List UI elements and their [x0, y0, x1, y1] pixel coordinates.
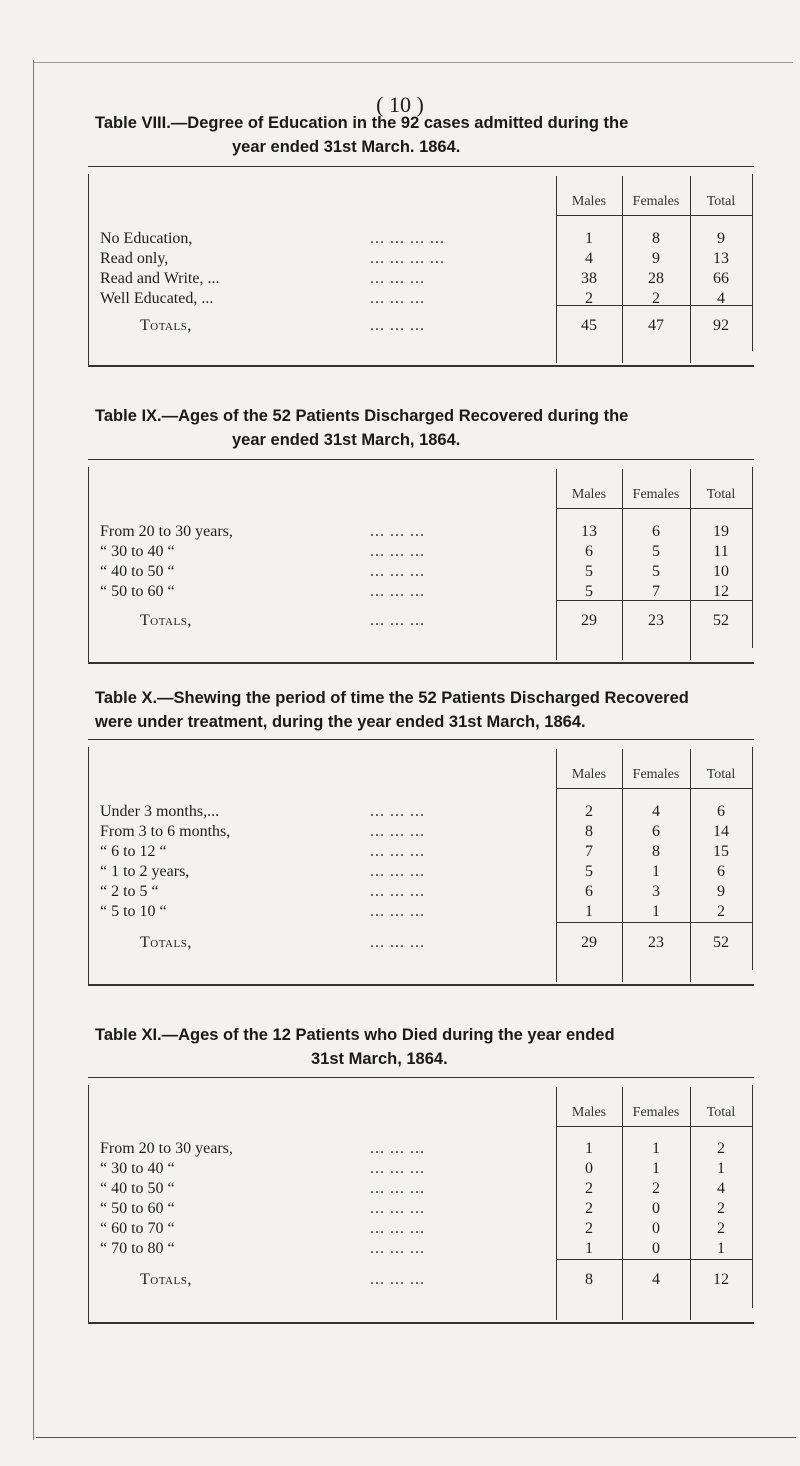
- cell-total: 12: [713, 583, 729, 600]
- cell-males: 2: [585, 1220, 593, 1237]
- table-left-rule: [88, 1085, 89, 1322]
- totals-males: 8: [585, 1271, 593, 1288]
- cell-females: 2: [652, 1180, 660, 1197]
- header-total: Total: [706, 1105, 736, 1120]
- row-label: From 3 to 6 months,: [100, 823, 231, 840]
- cell-females: 5: [652, 563, 660, 580]
- row-leader-dots: ... ... ... ...: [370, 230, 445, 247]
- cell-males: 13: [581, 523, 597, 540]
- cell-females: 0: [652, 1240, 660, 1257]
- totals-females: 23: [648, 612, 664, 629]
- totals-rule: [556, 922, 752, 923]
- row-leader-dots: ... ... ...: [370, 523, 425, 540]
- row-leader-dots: ... ... ...: [370, 270, 425, 287]
- cell-total: 13: [713, 250, 729, 267]
- row-label: “ 1 to 2 years,: [100, 863, 190, 880]
- row-label: “ 5 to 10 “: [100, 903, 167, 920]
- row-leader-dots: ... ... ...: [370, 903, 425, 920]
- cell-females: 6: [652, 523, 660, 540]
- cell-total: 4: [717, 1180, 725, 1197]
- table-caption-line-2: year ended 31st March. 1864.: [232, 138, 461, 156]
- totals-label: Totals,: [140, 934, 192, 951]
- table-caption-line-1: Table VIII.—Degree of Education in the 92 cases admitted during the: [95, 114, 629, 132]
- cell-males: 8: [585, 823, 593, 840]
- table-bottom-rule: [88, 1322, 754, 1324]
- table-right-rule: [752, 174, 753, 351]
- cell-total: 1: [717, 1240, 725, 1257]
- row-label: “ 30 to 40 “: [100, 543, 175, 560]
- table-caption-line-2: 31st March, 1864.: [311, 1050, 448, 1068]
- cell-females: 3: [652, 883, 660, 900]
- row-label: “ 30 to 40 “: [100, 1160, 175, 1177]
- cell-males: 6: [585, 543, 593, 560]
- row-label: “ 6 to 12 “: [100, 843, 167, 860]
- cell-males: 6: [585, 883, 593, 900]
- totals-females: 23: [648, 934, 664, 951]
- cell-males: 5: [585, 863, 593, 880]
- cell-total: 66: [713, 270, 729, 287]
- header-males: Males: [571, 487, 607, 502]
- table-caption-line-1: Table XI.—Ages of the 12 Patients who Died during the year ended: [95, 1026, 615, 1044]
- totals-label: Totals,: [140, 1271, 192, 1288]
- cell-females: 0: [652, 1200, 660, 1217]
- cell-total: 15: [713, 843, 729, 860]
- row-label: Well Educated, ...: [100, 290, 214, 307]
- cell-total: 2: [717, 1200, 725, 1217]
- cell-females: 6: [652, 823, 660, 840]
- row-leader-dots: ... ... ...: [370, 1180, 425, 1197]
- cell-males: 4: [585, 250, 593, 267]
- header-males: Males: [571, 1105, 607, 1120]
- cell-females: 0: [652, 1220, 660, 1237]
- row-label: “ 50 to 60 “: [100, 583, 175, 600]
- totals-total: 52: [713, 934, 729, 951]
- table-caption-line-1: Table X.—Shewing the period of time the 52 Patients Discharged Recovered: [95, 689, 689, 707]
- table-left-rule: [88, 747, 89, 984]
- table-top-rule: [88, 459, 754, 460]
- row-leader-dots: ... ... ...: [370, 583, 425, 600]
- cell-total: 11: [713, 543, 729, 560]
- page-border-top: [33, 62, 793, 63]
- cell-males: 2: [585, 803, 593, 820]
- row-label: “ 70 to 80 “: [100, 1240, 175, 1257]
- cell-total: 2: [717, 903, 725, 920]
- cell-males: 1: [585, 903, 593, 920]
- cell-total: 9: [717, 230, 725, 247]
- row-label: Read and Write, ...: [100, 270, 220, 287]
- cell-females: 1: [652, 1160, 660, 1177]
- cell-males: 5: [585, 583, 593, 600]
- cell-males: 7: [585, 843, 593, 860]
- table-bottom-rule: [88, 662, 754, 664]
- cell-females: 4: [652, 803, 660, 820]
- totals-leader-dots: ... ... ...: [370, 1271, 425, 1288]
- cell-females: 28: [648, 270, 664, 287]
- header-females: Females: [632, 487, 680, 502]
- cell-total: 9: [717, 883, 725, 900]
- totals-label: Totals,: [140, 317, 192, 334]
- cell-total: 14: [713, 823, 729, 840]
- cell-total: 1: [717, 1160, 725, 1177]
- row-leader-dots: ... ... ... ...: [370, 250, 445, 267]
- header-total: Total: [706, 194, 736, 209]
- header-underline: [556, 215, 752, 216]
- table-left-rule: [88, 174, 89, 365]
- row-leader-dots: ... ... ...: [370, 823, 425, 840]
- row-label: Read only,: [100, 250, 169, 267]
- cell-total: 10: [713, 563, 729, 580]
- cell-females: 8: [652, 230, 660, 247]
- totals-leader-dots: ... ... ...: [370, 317, 425, 334]
- row-label: No Education,: [100, 230, 193, 247]
- table-caption-line-2: were under treatment, during the year ended 31st March, 1864.: [95, 713, 586, 731]
- row-leader-dots: ... ... ...: [370, 1220, 425, 1237]
- cell-males: 2: [585, 1180, 593, 1197]
- page-border-left: [33, 60, 34, 1440]
- cell-females: 1: [652, 903, 660, 920]
- page-number: ( 10 ): [376, 92, 424, 117]
- cell-total: 2: [717, 1140, 725, 1157]
- header-females: Females: [632, 194, 680, 209]
- header-total: Total: [706, 767, 736, 782]
- cell-males: 38: [581, 270, 597, 287]
- row-leader-dots: ... ... ...: [370, 863, 425, 880]
- cell-females: 9: [652, 250, 660, 267]
- row-leader-dots: ... ... ...: [370, 1200, 425, 1217]
- header-underline: [556, 1126, 752, 1127]
- header-underline: [556, 508, 752, 509]
- header-females: Females: [632, 1105, 680, 1120]
- cell-females: 8: [652, 843, 660, 860]
- cell-total: 6: [717, 863, 725, 880]
- row-label: From 20 to 30 years,: [100, 523, 233, 540]
- totals-leader-dots: ... ... ...: [370, 612, 425, 629]
- header-males: Males: [571, 194, 607, 209]
- row-leader-dots: ... ... ...: [370, 883, 425, 900]
- cell-females: 7: [652, 583, 660, 600]
- row-leader-dots: ... ... ...: [370, 803, 425, 820]
- cell-males: 1: [585, 1240, 593, 1257]
- cell-males: 1: [585, 1140, 593, 1157]
- cell-females: 1: [652, 863, 660, 880]
- row-label: “ 60 to 70 “: [100, 1220, 175, 1237]
- header-underline: [556, 788, 752, 789]
- cell-total: 6: [717, 803, 725, 820]
- cell-females: 2: [652, 290, 660, 307]
- header-females: Females: [632, 767, 680, 782]
- table-right-rule: [752, 467, 753, 648]
- table-caption-line-2: year ended 31st March, 1864.: [232, 431, 461, 449]
- row-label: From 20 to 30 years,: [100, 1140, 233, 1157]
- cell-males: 2: [585, 290, 593, 307]
- row-label: “ 50 to 60 “: [100, 1200, 175, 1217]
- cell-males: 5: [585, 563, 593, 580]
- table-right-rule: [752, 1085, 753, 1308]
- table-right-rule: [752, 747, 753, 970]
- totals-males: 29: [581, 612, 597, 629]
- table-top-rule: [88, 739, 754, 740]
- table-top-rule: [88, 1077, 754, 1078]
- cell-males: 1: [585, 230, 593, 247]
- row-leader-dots: ... ... ...: [370, 843, 425, 860]
- header-total: Total: [706, 487, 736, 502]
- row-label: “ 40 to 50 “: [100, 1180, 175, 1197]
- row-label: Under 3 months,...: [100, 803, 220, 820]
- cell-females: 5: [652, 543, 660, 560]
- totals-total: 52: [713, 612, 729, 629]
- table-bottom-rule: [88, 984, 754, 986]
- table-bottom-rule: [88, 365, 754, 367]
- cell-total: 2: [717, 1220, 725, 1237]
- page-border-bottom: [36, 1437, 796, 1438]
- row-leader-dots: ... ... ...: [370, 563, 425, 580]
- cell-males: 2: [585, 1200, 593, 1217]
- row-label: “ 2 to 5 “: [100, 883, 159, 900]
- totals-males: 45: [581, 317, 597, 334]
- table-top-rule: [88, 166, 754, 167]
- table-left-rule: [88, 467, 89, 662]
- totals-rule: [556, 1259, 752, 1260]
- row-leader-dots: ... ... ...: [370, 1240, 425, 1257]
- totals-label: Totals,: [140, 612, 192, 629]
- row-label: “ 40 to 50 “: [100, 563, 175, 580]
- totals-females: 4: [652, 1271, 660, 1288]
- cell-females: 1: [652, 1140, 660, 1157]
- table-caption-line-1: Table IX.—Ages of the 52 Patients Discharged Recovered during the: [95, 407, 629, 425]
- totals-total: 92: [713, 317, 729, 334]
- cell-total: 19: [713, 523, 729, 540]
- row-leader-dots: ... ... ...: [370, 290, 425, 307]
- row-leader-dots: ... ... ...: [370, 1160, 425, 1177]
- header-males: Males: [571, 767, 607, 782]
- totals-males: 29: [581, 934, 597, 951]
- totals-total: 12: [713, 1271, 729, 1288]
- cell-males: 0: [585, 1160, 593, 1177]
- row-leader-dots: ... ... ...: [370, 543, 425, 560]
- totals-leader-dots: ... ... ...: [370, 934, 425, 951]
- row-leader-dots: ... ... ...: [370, 1140, 425, 1157]
- cell-total: 4: [717, 290, 725, 307]
- totals-females: 47: [648, 317, 664, 334]
